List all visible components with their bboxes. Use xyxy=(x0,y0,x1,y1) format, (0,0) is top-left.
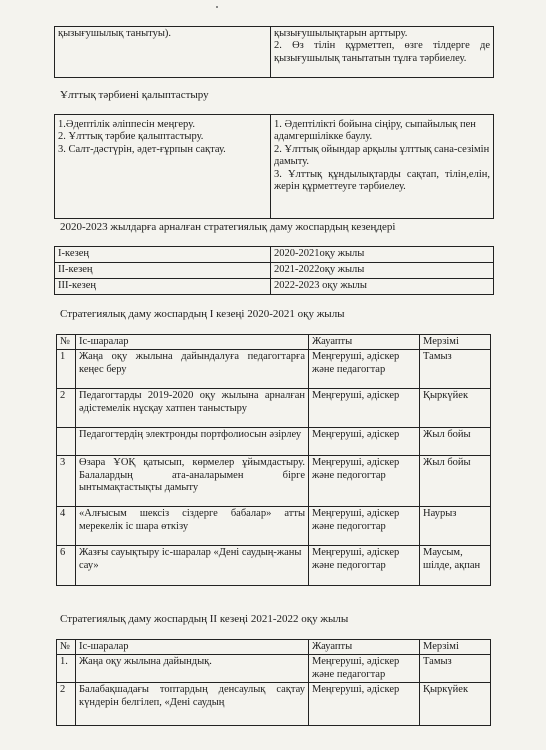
stages-table xyxy=(54,246,494,295)
scan-speck xyxy=(216,6,218,8)
intro-right-line-1: қызығушылықтарын арттыру. xyxy=(274,28,408,39)
row-num: 2 xyxy=(57,683,76,726)
header-resp: Жауапты xyxy=(309,335,420,350)
table-header-row xyxy=(57,335,491,350)
table-row xyxy=(57,546,491,586)
table-row xyxy=(57,507,491,546)
row-term: Маусым, шілде, ақпан xyxy=(420,546,491,586)
row-resp: Меңгеруші, әдіскер xyxy=(309,683,420,726)
table-row xyxy=(55,115,494,219)
row-resp: Меңгеруші, әдіскер және педогогтар xyxy=(309,546,420,586)
row-event: Жазғы сауықтыру іс-шаралар «Дені саудың-жаны сау» xyxy=(76,546,309,586)
patriotic-right-cell xyxy=(271,115,494,219)
table-row xyxy=(57,350,491,389)
row-resp: Меңгеруші, әдіскер және педагогтар xyxy=(309,655,420,683)
row-event: Жаңа оқу жылына дайындық. xyxy=(76,655,309,683)
row-resp: Меңгеруші, әдіскер және педогогтар xyxy=(309,456,420,507)
row-term: Наурыз xyxy=(420,507,491,546)
row-term: Қыркүйек xyxy=(420,389,491,428)
table-header-row xyxy=(57,640,491,655)
header-resp: Жауапты xyxy=(309,640,420,655)
row-term: Жыл бойы xyxy=(420,456,491,507)
patriotic-left-line-2: 2. Ұлттық тәрбие қалыптастыру. xyxy=(58,131,204,143)
table-row xyxy=(57,655,491,683)
row-event: Педагогтарды 2019-2020 оқу жылына арналған әдістемелік нұсқау хатпен таныстыру xyxy=(76,389,309,428)
stage-cell: ІІІ-кезең xyxy=(55,279,271,295)
header-num: № xyxy=(57,640,76,655)
row-event: Педагогтердің электронды портфолиосын әзірлеу xyxy=(76,428,309,456)
stages-heading: 2020-2023 жылдарға арналған стратегиялық даму жоспардың кезеңдері xyxy=(60,221,396,233)
row-num: 4 xyxy=(57,507,76,546)
plan2-heading: Стратегиялық даму жоспардың ІІ кезеңі 2021-2022 оқу жылы xyxy=(60,613,349,625)
row-term: Тамыз xyxy=(420,350,491,389)
header-term: Мерзімі xyxy=(420,335,491,350)
stage-years-cell: 2020-2021оқу жылы xyxy=(271,247,494,263)
row-event: Балабақшадағы топтардың денсаулық сақтау күндерін белгілеп, «Дені саудың xyxy=(76,683,309,726)
intro-left-text: қызығушылық танытуы). xyxy=(58,28,172,39)
plan2-table xyxy=(56,639,491,726)
row-num: 1 xyxy=(57,350,76,389)
table-row xyxy=(55,247,494,263)
stage-years-cell: 2021-2022оқу жылы xyxy=(271,263,494,279)
intro-left-cell xyxy=(55,27,271,78)
intro-right-line-2: 2. Өз тілін құрметтеп, өзге тілдерге де қызығушылық танытатын тұлға тәрбиелеу. xyxy=(274,40,490,64)
row-num xyxy=(57,428,76,456)
table-row xyxy=(57,683,491,726)
row-resp: Меңгеруші, әдіскер xyxy=(309,389,420,428)
stage-cell: І-кезең xyxy=(55,247,271,263)
table-row xyxy=(57,428,491,456)
patriotic-right-line-3: 3. Ұлттық құндылықтарды сақтап, тілін,елін, жерін құрметтеуге тәрбиелеу. xyxy=(274,168,490,192)
intro-table xyxy=(54,26,494,78)
table-row xyxy=(57,456,491,507)
header-event: Іс-шаралар xyxy=(76,335,309,350)
row-term: Қыркүйек xyxy=(420,683,491,726)
row-resp: Меңгеруші, әдіскер xyxy=(309,428,420,456)
patriotic-left-line-1: 1.Әдептілік әліппесін меңгеру. xyxy=(58,119,195,130)
patriotic-right-line-1: 1. Әдептілікті бойына сіңіру, сыпайылық пен адамгершілікке баулу. xyxy=(274,119,476,143)
table-row xyxy=(55,27,494,78)
row-event: Өзара ҰОҚ қатысып, көрмелер ұйымдастыру. Балалардың ата-аналарымен бірге ынтымақтастықты дамыту xyxy=(76,456,309,507)
header-num: № xyxy=(57,335,76,350)
table-row xyxy=(55,263,494,279)
row-resp: Меңгеруші, әдіскер және педагогтар xyxy=(309,350,420,389)
row-term: Тамыз xyxy=(420,655,491,683)
row-num: 1. xyxy=(57,655,76,683)
row-term: Жыл бойы xyxy=(420,428,491,456)
table-row xyxy=(57,389,491,428)
table-row xyxy=(55,279,494,295)
row-event: «Алғысым шексіз сіздерге бабалар» атты мерекелік іс шара өткізу xyxy=(76,507,309,546)
header-event: Іс-шаралар xyxy=(76,640,309,655)
patriotic-right-line-2: 2. Ұлттық ойындар арқылы ұлттық сана-сезімін дамыту. xyxy=(274,143,490,168)
patriotic-left-cell xyxy=(55,115,271,219)
stage-cell: ІІ-кезең xyxy=(55,263,271,279)
row-resp: Меңгеруші, әдіскер және педогогтар xyxy=(309,507,420,546)
stage-years-cell: 2022-2023 оқу жылы xyxy=(271,279,494,295)
section-heading-patriotic: Ұлттық тәрбиені қалыптастыру xyxy=(60,89,209,101)
plan1-heading: Стратегиялық даму жоспардың І кезеңі 2020-2021 оқу жылы xyxy=(60,308,345,320)
row-num: 2 xyxy=(57,389,76,428)
patriotic-table xyxy=(54,114,494,219)
row-num: 3 xyxy=(57,456,76,507)
intro-right-cell xyxy=(271,27,494,78)
header-term: Мерзімі xyxy=(420,640,491,655)
row-event: Жаңа оқу жылына дайындалуға педагогтарға кеңес беру xyxy=(76,350,309,389)
patriotic-left-line-3: 3. Салт-дәстүрін, әдет-ғұрпын сақтау. xyxy=(58,143,226,155)
row-num: 6 xyxy=(57,546,76,586)
plan1-table xyxy=(56,334,491,586)
